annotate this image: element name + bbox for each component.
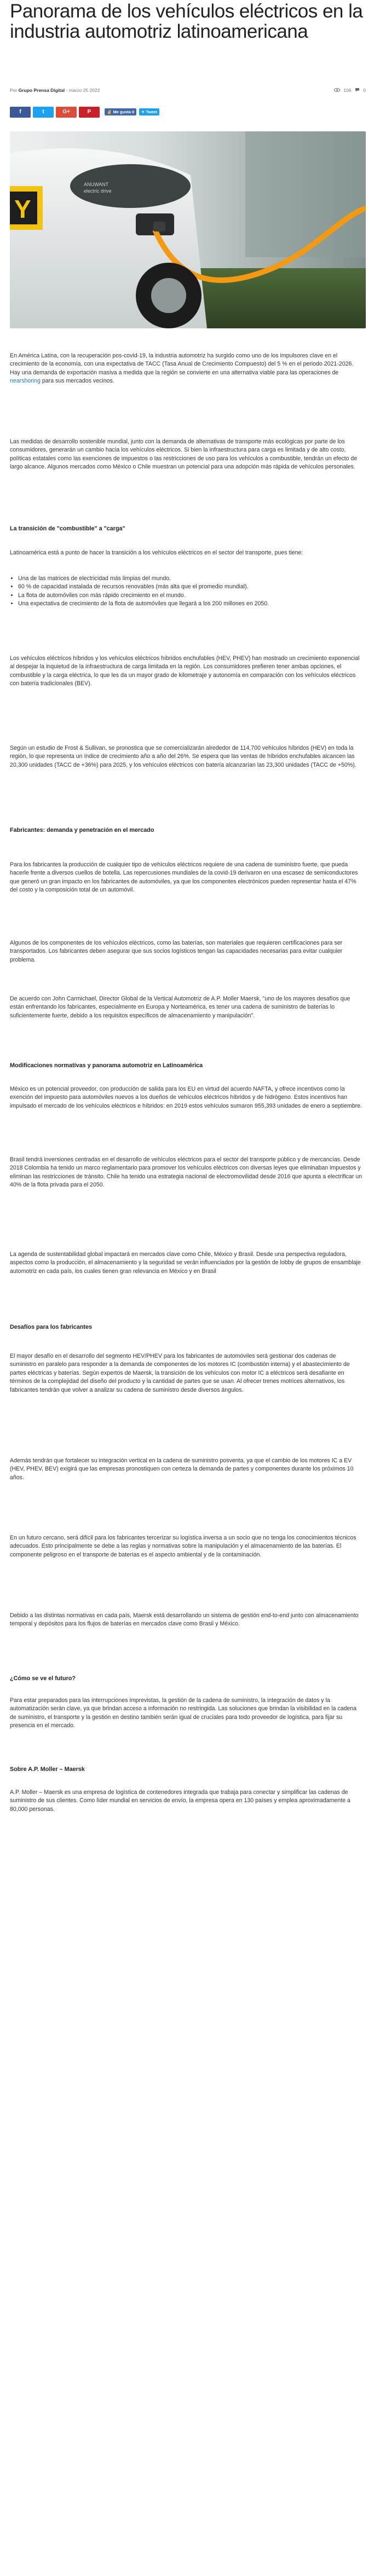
article-meta: [10, 88, 366, 95]
pinterest-icon: P: [87, 109, 91, 115]
tweet-label: Tweet: [146, 109, 158, 114]
pinterest-share-button[interactable]: [79, 107, 100, 118]
paragraph-15: Debido a las distintas normativas en cada país, Maersk está desarrollando un sistema de gestión end-to-end junto con almacenamiento temporal y depósitos para los flujos de baterías en mercados clave como Brasil y México.: [10, 1612, 359, 1628]
author-link[interactable]: Grupo Prensa Digital: [18, 88, 65, 93]
paragraph-5: Según un estudio de Frost & Sullivan, se pronostica que se comercializarán alrededor de 114,700 vehículos híbridos (HEV) en toda la región, lo que representa un índice de crecimiento año a año del 26%. Se espera que las ventas de híbridos enchufables alcancen las 20,300 unidades (TACC de +36%) para 2025, y los vehículos eléctricos con batería alcanzarían las 23,300 unidades (TACC de +50%).: [10, 745, 356, 768]
svg-text:Y: Y: [14, 195, 31, 223]
tweet-button[interactable]: [139, 108, 159, 115]
heading-desafios: Desafíos para los fabricantes: [10, 1324, 93, 1330]
eye-icon: [334, 88, 341, 93]
list-item: • Una expectativa de crecimiento de la flota de automóviles que llegará a los 200 millones en 2050.: [18, 600, 363, 608]
heading-futuro: ¿Cómo se ve el futuro?: [10, 1675, 76, 1682]
googleplus-icon: G+: [62, 109, 70, 115]
paragraph-intro: [10, 352, 363, 386]
twitter-icon: t: [42, 109, 44, 115]
googleplus-share-button[interactable]: [56, 107, 77, 118]
list-item: • 60 % de capacidad instalada de recursos renovables (más alta que el promedio mundial).: [18, 583, 363, 591]
byline-prefix: Por: [10, 88, 18, 93]
like-label: Me gusta 0: [113, 109, 135, 114]
heading-normativas: Modificaciones normativas y panorama automotriz en Latinoamérica: [10, 1062, 203, 1069]
paragraph-17: A.P. Moller – Maersk es una empresa de logística de contenedores integrada que trabaja para conectar y simplificar las cadenas de suministro de sus clientes. Como líder mundial en servicios de envío, la empresa opera en 130 países y emplea aproximadamente a 80,000 personas.: [10, 1789, 350, 1813]
facebook-share-button[interactable]: [10, 107, 31, 118]
paragraph-6: Para los fabricantes la producción de cualquier tipo de vehículos eléctricos requiere de una cadena de suministro fuerte, que pueda hacerle frente a diversos cuellos de botella. Las repercusiones mundiales de la covid-19 derivaron en una escasez de semiconductores que generó un gran impacto en los fabricantes de automóviles, ya que los componentes electrónicos pueden representar hasta el 47% del costo y la composición total de un automóvil.: [10, 861, 358, 894]
paragraph-8: De acuerdo con John Carmichael, Director Global de la Vertical Automotriz de A.P. Moller Maersk, "uno de los mayores desafíos que están enfrentando los fabricantes, especialmente en Europa y Norteamérica, es tener una cadena de suministro de baterías lo suficientemente fuerte, debido a los requisitos específicos de almacenamiento y manipulación".: [10, 995, 350, 1019]
facebook-like-button[interactable]: [105, 108, 136, 115]
hero-image: [10, 131, 366, 328]
heading-fabricantes: Fabricantes: demanda y penetración en el mercado: [10, 827, 154, 833]
paragraph-14: En un futuro cercano, será difícil para los fabricantes tercerizar su logística inversa a un socio que no tenga los conocimientos técnicos adecuados. Esto principalmente se debe a las reglas y normativas sobre la manipulación y el almacenamiento de las baterías. El componente peligroso en el transporte de baterías es el aspecto ambiental y de la contaminación.: [10, 1535, 356, 1558]
paragraph-16: Para estar preparados para las interrupciones imprevistas, la gestión de la cadena de suministro, la integración de datos y la automatización serán clave, ya que brindan acceso a información no restringida. Las soluciones que brindan la visibilidad en la cadena de suministro, el transporte y la gestión en destino también serán igual de cruciales para todo proveedor de logística, para fijar su presencia en el mercado.: [10, 1697, 357, 1729]
thumbs-up-icon: ✌: [107, 109, 112, 114]
list-item: • Una de las matrices de electricidad más limpias del mundo.: [18, 575, 363, 583]
list-item: • La flota de automóviles con más rápido crecimiento en el mundo.: [18, 592, 363, 600]
paragraph-4: Los vehículos eléctricos híbridos y los vehículos eléctricos híbridos enchufables (HEV, PHEV) han mostrado un crecimiento exponencial al despejar la inquietud de la infraestructura de carga limitada en la región. Los consumidores prefieren tener ambas opciones, el combustible y la carga eléctrica, lo que les da un mayor grado de kilometraje y autonomía en comparación con los vehículos eléctricos con batería tradicionales (BEV).: [10, 655, 360, 687]
heading-transicion: La transición de "combustible" a "carga": [10, 525, 125, 532]
comments-count[interactable]: 0: [363, 88, 366, 93]
paragraph-12: El mayor desafío en el desarrollo del segmento HEV/PHEV para los fabricantes de automóviles será gestionar dos cadenas de suministro en paralelo para responder a la demanda de componentes de los motores IC (combustión interna) y el abastecimiento de partes eléctricas y baterías. Según expertos de Maersk, la transición de los vehículos con motor IC a eléctricos será desafiante en términos de la complejidad del diseño del producto y la cantidad de partes que se usan. Al ofrecer trenes motrices alternativos, los fabricantes tendrán que volver a analizar su cadena de suministro desde diversos ángulos.: [10, 1353, 350, 1393]
nearshoring-link[interactable]: nearshoring: [10, 378, 41, 385]
paragraph-11: La agenda de sustentabilidad global impactará en mercados clave como Chile, México y Brasil. Desde una perspectiva reguladora, aspectos como la producción, el almacenamiento y la seguridad se verán influenciados por la gestión de lobby de grupos de ensamblaje automotriz en cada país, los cuales tienen gran relevancia en México y en Brasil: [10, 1251, 361, 1275]
article-title: Panorama de los vehículos eléctricos en la industria automotriz latinoamericana: [10, 1, 363, 42]
article-stats: [332, 88, 366, 93]
paragraph-3: Latinoamérica está a punto de hacer la transición a los vehículos eléctricos en el sector del transporte, pues tiene:: [10, 549, 303, 556]
intro-text-1: En América Latina, con la recuperación pos-covid-19, la industria automotriz ha surgido como uno de los impulsores clave en el crecimiento de la economía, con una expectativa de TACC (Tasa Anual de Crecimiento Compuesto) del 5 % en el periodo 2021-2026. Hay una demanda de exportación masiva a medida que la región se convierte en una alternativa viable para las operaciones de: [10, 352, 354, 376]
intro-text-2: para sus mercados vecinos.: [40, 378, 114, 385]
facebook-icon: f: [19, 109, 21, 115]
ev-charging-photo: [10, 131, 366, 328]
byline: [10, 88, 100, 93]
svg-text:ANUWANT: ANUWANT: [84, 182, 109, 187]
paragraph-2: Las medidas de desarrollo sostenible mundial, junto con la demanda de alternativas de transporte más ecológicas por parte de los consumidores, generarán un cambio hacia los vehículos eléctricos. Si bien la infraestructura para carga es limitada y de alto costo, políticas estatales como las exenciones de impuestos o las restricciones de uso para los vehículos a combustible, tendrán un efecto de largo alcance. Algunos mercados como México o Chile muestran un potencial para una adopción más rápida de vehículos personales.: [10, 438, 358, 471]
paragraph-7: Algunos de los componentes de los vehículos eléctricos, como las baterías, son materiales que requieren certificaciones para ser transportados. Los fabricantes deben asegurar que sus socios logísticos tengan las capacidades necesarias para evitar cualquier problema.: [10, 940, 343, 963]
svg-text:electric drive: electric drive: [84, 188, 112, 194]
transition-list: [10, 575, 363, 609]
paragraph-13: Además tendrán que fortalecer su integración vertical en la cadena de suministro posventa, ya que el cambio de los motores IC a EV (HEV, PHEV, BEV) exigirá que las empresas pronostiquen con certeza la demanda de partes y componentes durante los próximos 10 años.: [10, 1457, 354, 1481]
heading-maersk: Sobre A.P. Moller – Maersk: [10, 1766, 85, 1773]
publish-date: - marzo 25 2022: [66, 88, 100, 93]
views-count: 106: [343, 88, 352, 93]
twitter-share-button[interactable]: [33, 107, 54, 118]
paragraph-10: Brasil tendrá inversiones centradas en el desarrollo de vehículos eléctricos para el sector del transporte público y de mercancías. Desde 2018 Colombia ha tenido un marco reglamentario para promover los vehículos eléctricos con diversas leyes que eliminaban impuestos y eliminan las restricciones de tránsito. Chile ha tenido una estrategia nacional de electromovilidad desde 2016 que apunta a electrificar un 40% de la flota privada para el 2050.: [10, 1156, 363, 1189]
bird-icon: ✦: [141, 109, 145, 114]
comment-icon[interactable]: [355, 88, 361, 93]
paragraph-9: México es un potencial proveedor, con producción de salida para los EU en virtud del acuerdo NAFTA, y ofrece incentivos como la exención del impuesto para automóviles nuevos a los dueños de vehículos eléctricos híbridos y de hidrógeno. Estos incentivos han impulsado el mercado de los vehículos eléctricos e híbridos: en 2019 estos vehículos sumaron 955,393 unidades de enero a septiembre.: [10, 1086, 363, 1109]
share-bar: [10, 107, 317, 118]
